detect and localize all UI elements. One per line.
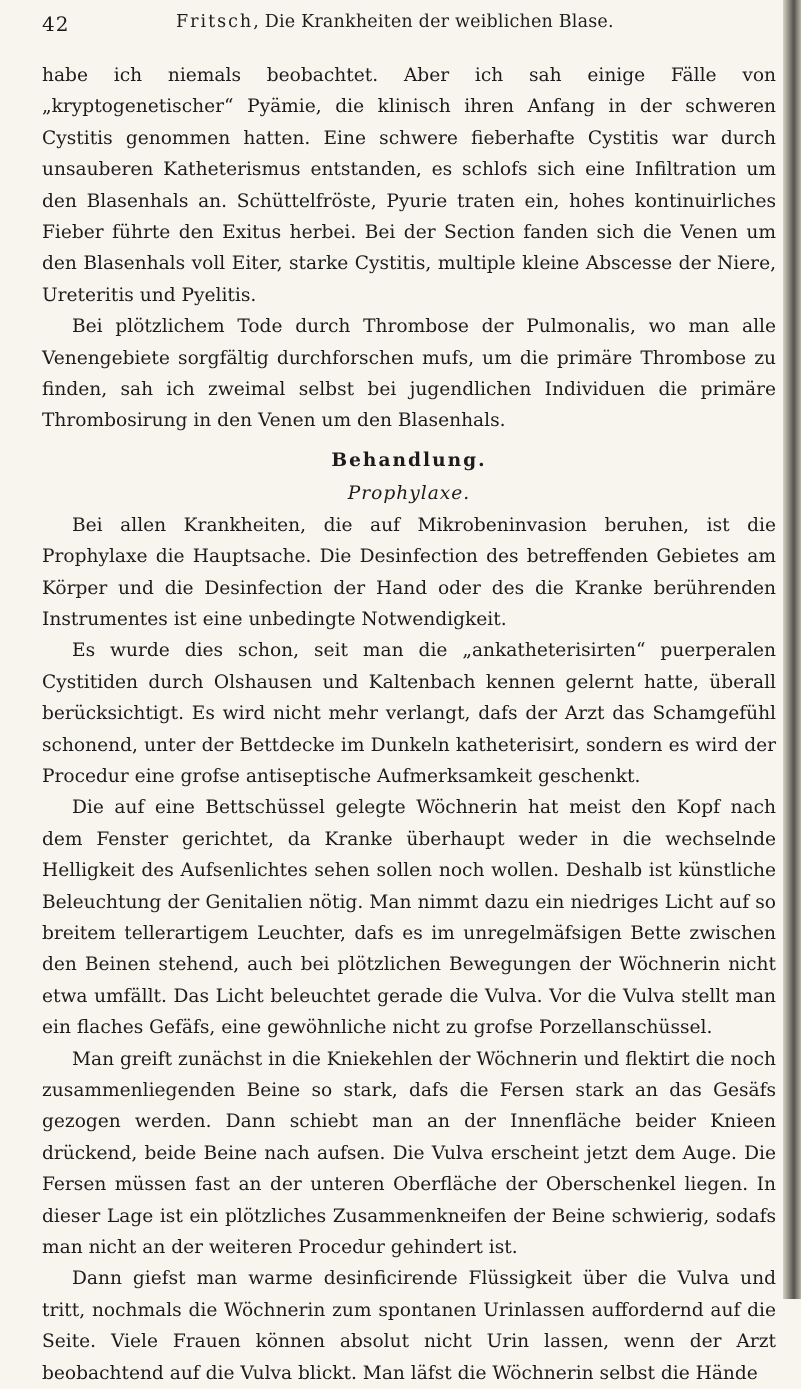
- paragraph-history: Es wurde dies schon, seit man die „ankatheterisirten“ puerperalen Cystitiden durch Olshausen und Kaltenbach kennen gelernt hatte, überall berücksichtigt. Es wird nicht mehr verlangt, dafs der Arzt das Schamgefühl schonend, unter der Bettdecke im Dunkeln katheterisirt, sondern es wird der Procedur eine grofse antiseptische Aufmerksamkeit geschenkt.: [42, 640, 776, 787]
- body-text: [42, 60, 776, 1389]
- subsection-heading: Prophylaxe.: [347, 483, 471, 505]
- running-head: [176, 12, 614, 32]
- paragraph-lighting: Die auf eine Bettschüssel gelegte Wöchnerin hat meist den Kopf nach dem Fenster gerichtet, da Kranke überhaupt weder in die wechselnde Helligkeit des Aufsenlichtes sehen sollen noch wollen. Deshalb ist künstliche Beleuchtung der Genitalien nötig. Man nimmt dazu ein niedriges Licht auf so breitem tellerartigem Leuchter, dafs es im unregelmäfsigen Bette zwischen den Beinen stehend, auch bei plötzlichen Bewegungen der Wöchnerin nicht etwa umfällt. Das Licht beleuchtet gerade die Vulva. Vor die Vulva stellt man ein flaches Gefäfs, eine gewöhnliche nicht zu grofse Porzellanschüssel.: [42, 797, 776, 1039]
- section-heading: Behandlung.: [331, 449, 487, 471]
- page-edge-shadow: [783, 0, 801, 1299]
- paragraph-positioning: Man greift zunächst in die Kniekehlen der Wöchnerin und flektirt die noch zusammenliegenden Beine so stark, dafs die Fersen stark an das Gesäfs gezogen werden. Dann schiebt man an der Innenfläche beider Knieen drückend, beide Beine nach aufsen. Die Vulva erscheint jetzt dem Auge. Die Fersen müssen fast an der unteren Oberfläche der Oberschenkel liegen. In dieser Lage ist ein plötzliches Zusammenkneifen der Beine schwierig, sodafs man nicht an der weiteren Procedur gehindert ist.: [42, 1048, 776, 1259]
- paragraph-thrombose: Bei plötzlichem Tode durch Thrombose der Pulmonalis, wo man alle Venengebiete sorgfältig durchforschen mufs, um die primäre Thrombose zu finden, sah ich zweimal selbst bei jugendlichen Individuen die primäre Thrombosirung in den Venen um den Blasenhals.: [42, 316, 776, 432]
- running-head-title: , Die Krankheiten der weiblichen Blase.: [253, 12, 614, 32]
- page-number: 42: [42, 12, 70, 36]
- paragraph-prophylaxe: Bei allen Krankheiten, die auf Mikrobeninvasion beruhen, ist die Prophylaxe die Hauptsache. Die Desinfection des betreffenden Gebietes am Körper und die Desinfection der Hand oder des die Kranke berührenden Instrumentes ist eine unbedingte Notwendigkeit.: [42, 514, 776, 630]
- paragraph-continuation: habe ich niemals beobachtet. Aber ich sah einige Fälle von „kryptogenetischer“ Pyämie, die klinisch ihren Anfang in der schweren Cystitis genommen hatten. Eine schwere fieberhafte Cystitis war durch unsauberen Katheterismus entstanden, es schlofs sich eine Infiltration um den Blasenhals an. Schüttelfröste, Pyurie traten ein, hohes kontinuirliches Fieber führte den Exitus herbei. Bei der Section fanden sich die Venen um den Blasenhals voll Eiter, starke Cystitis, multiple kleine Abscesse der Niere, Ureteritis und Pyelitis.: [42, 65, 776, 306]
- running-head-author: Fritsch: [176, 12, 254, 32]
- paragraph-disinfection: Dann giefst man warme desinficirende Flüssigkeit über die Vulva und tritt, nochmals die Wöchnerin zum spontanen Urinlassen auffordernd auf die Seite. Viele Frauen können absolut nicht Urin lassen, wenn der Arzt beobachtend auf die Vulva blickt. Man läfst die Wöchnerin selbst die Hände: [42, 1268, 776, 1384]
